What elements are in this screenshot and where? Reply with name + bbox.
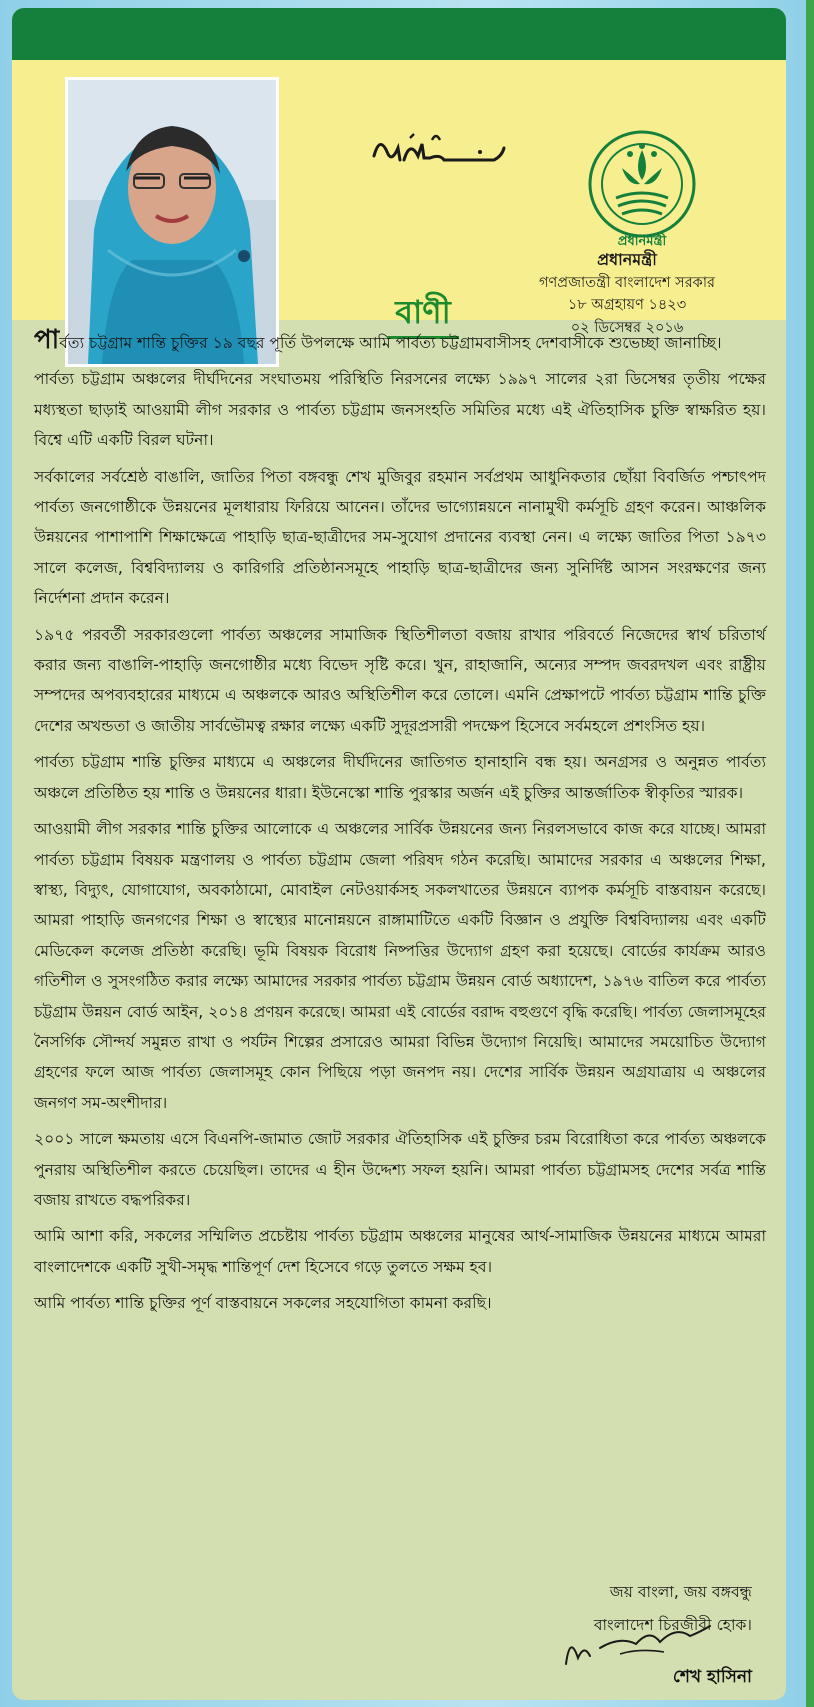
government-emblem: [586, 128, 698, 240]
header-panel: [12, 60, 786, 336]
paragraph-6: আওয়ামী লীগ সরকার শান্তি চুক্তির আলোকে এ অঞ্চলের সার্বিক উন্নয়নের জন্য নিরলসভাবে কাজ করে যাচ্ছে। আমরা পার্বত্য চট্টগ্রাম বিষয়ক মন্ত্রণালয় ও পার্বত্য চট্টগ্রাম জেলা পরিষদ গঠন করেছি। আমাদের সরকার এ অঞ্চলের শিক্ষা, স্বাস্থ্য, বিদ্যুৎ, যোগাযোগ, অবকাঠামো, মোবাইল নেটওয়ার্কসহ সকলখাতের উন্নয়নে ব্যাপক কর্মসূচি বাস্তবায়ন করেছে। আমরা পাহাড়ি জনগণের শিক্ষা ও স্বাস্থ্যের মানোন্নয়নে রাঙ্গামাটিতে একটি বিজ্ঞান ও প্রযুক্তি বিশ্ববিদ্যালয় এবং একটি মেডিকেল কলেজ প্রতিষ্ঠা করেছি। ভূমি বিষয়ক বিরোধ নিষ্পত্তির উদ্যোগ গ্রহণ করা হয়েছে। বোর্ডের কার্যক্রম আরও গতিশীল ও সুসংগঠিত করার লক্ষ্যে আমাদের সরকার পার্বত্য চট্টগ্রাম উন্নয়ন বোর্ড অধ্যাদেশ, ১৯৭৬ বাতিল করে পার্বত্য চট্টগ্রাম উন্নয়ন বোর্ড আইন, ২০১৪ প্রণয়ন করেছে। আমরা এই বোর্ডের বরাদ্দ বহুগুণে বৃদ্ধি করেছি। পার্বত্য জেলাসমূহের নৈসর্গিক সৌন্দর্য সমুন্নত রাখা ও পর্যটন শিল্পের প্রসারেও আমরা বিভিন্ন উদ্যোগ নিয়েছি। আমাদের সময়োচিত উদ্যোগ গ্রহণের ফলে আজ পার্বত্য জেলাসমূহ কোন পিছিয়ে পড়া জনপদ নয়। দেশের সার্বিক উন্নয়ন অগ্রযাত্রায় এ অঞ্চলের জনগণ সম-অংশীদার।: [34, 820, 766, 1112]
paragraph-8: আমি আশা করি, সকলের সম্মিলিত প্রচেষ্টায় পার্বত্য চট্টগ্রাম অঞ্চলের মানুষের আর্থ-সামাজিক উন্নয়নের মাধ্যমে আমরা বাংলাদেশকে একটি সুখী-সমৃদ্ধ শান্তিপূর্ণ দেশ হিসেবে গড়ে তুলতে সক্ষম হব।: [34, 1227, 766, 1276]
paragraph-5: পার্বত্য চট্টগ্রাম শান্তি চুক্তির মাধ্যমে এ অঞ্চলের দীর্ঘদিনের জাতিগত হানাহানি বন্ধ হয়। অনগ্রসর ও অনুন্নত পার্বত্য অঞ্চলে প্রতিষ্ঠিত হয় শান্তি ও উন্নয়নের ধারা। ইউনেস্কো শান্তি পুরস্কার অর্জন এই চুক্তির আন্তর্জাতিক স্বীকৃতির স্মারক।: [34, 753, 766, 802]
message-body: [34, 325, 767, 1325]
paragraph-9: আমি পার্বত্য শান্তি চুক্তির পূর্ণ বাস্তবায়নে সকলের সহযোগিতা কামনা করছি।: [34, 1294, 492, 1313]
right-border-rail: [806, 0, 814, 1707]
top-green-band: [12, 8, 786, 60]
prime-minister-photo: [68, 80, 276, 364]
office-title: প্রধানমন্ত্রী: [597, 250, 657, 269]
message-card: [12, 8, 786, 1700]
office-block: [482, 248, 772, 340]
date-gregorian: ০২ ডিসেম্বর ২০১৬: [570, 320, 684, 336]
bani-title: বাণী: [395, 293, 451, 331]
date-bangla: ১৮ অগ্রহায়ণ ১৪২৩: [567, 297, 687, 313]
paragraph-7: ২০০১ সালে ক্ষমতায় এসে বিএনপি-জামাত জোট সরকার ঐতিহাসিক এই চুক্তির চরম বিরোধিতা করে পার্বত্য অঞ্চলকে পুনরায় অস্থিতিশীল করতে চেয়েছিল। তাদের এ হীন উদ্দেশ্য সফল হয়নি। আমরা পার্বত্য চট্টগ্রামসহ দেশের সর্বত্র শান্তি বজায় রাখতে বদ্ধপরিকর।: [34, 1130, 766, 1209]
paragraph-1: [34, 325, 766, 358]
emblem-caption: প্রধানমন্ত্রী: [617, 234, 667, 249]
paragraph-3: সর্বকালের সর্বশ্রেষ্ঠ বাঙালি, জাতির পিতা বঙ্গবন্ধু শেখ মুজিবুর রহমান সর্বপ্রথম আধুনিকতার ছোঁয়া বিবর্জিত পশ্চাৎপদ পার্বত্য জনগোষ্ঠীকে উন্নয়নের মূলধারায় ফিরিয়ে আনেন। তাঁদের ভাগ্যোন্নয়নে নানামুখী কর্মসূচি গ্রহণ করেন। আঞ্চলিক উন্নয়নের পাশাপাশি শিক্ষাক্ষেত্রে পাহাড়ি ছাত্র-ছাত্রীদের সম-সুযোগ প্রদানের ব্যবস্থা নেন। এ লক্ষ্যে জাতির পিতা ১৯৭৩ সালে কলেজ, বিশ্ববিদ্যালয় ও কারিগরি প্রতিষ্ঠানসমূহে পাহাড়ি ছাত্র-ছাত্রীদের জন্য সুনির্দিষ্ট আসন সংরক্ষণের জন্য নির্দেশনা প্রদান করেন।: [34, 467, 767, 608]
closing-line-1: জয় বাংলা, জয় বঙ্গবন্ধু: [609, 1583, 752, 1601]
government-name: গণপ্রজাতন্ত্রী বাংলাদেশ সরকার: [538, 275, 715, 291]
paragraph-4: ১৯৭৫ পরবর্তী সরকারগুলো পার্বত্য অঞ্চলের সামাজিক স্থিতিশীলতা বজায় রাখার পরিবর্তে নিজেদের স্বার্থ চরিতার্থ করার জন্য বাঙালি-পাহাড়ি জনগোষ্ঠীর মধ্যে বিভেদ সৃষ্টি করে। খুন, রাহাজানি, অন্যের সম্পদ জবরদখল এবং রাষ্ট্রীয় সম্পদের অপব্যবহারের মাধ্যমে এ অঞ্চলকে আরও অস্থিতিশীল করে তোলে। এমনি প্রেক্ষাপটে পার্বত্য চট্টগ্রাম শান্তি চুক্তি দেশের অখন্ডতা ও জাতীয় সার্বভৌমত্ব রক্ষার লক্ষ্যে একটি সুদূরপ্রসারী পদক্ষেপ হিসেবে সর্বমহলে প্রশংসিত হয়।: [34, 625, 766, 735]
signer-name: শেখ হাসিনা: [672, 1667, 752, 1687]
closing-line-2: বাংলাদেশ চিরজীবী হোক।: [593, 1616, 752, 1634]
drop-cap: পা: [34, 325, 60, 355]
paragraph-1-text: র্বত্য চট্টগ্রাম শান্তি চুক্তির ১৯ বছর পূর্তি উপলক্ষে আমি পার্বত্য চট্টগ্রামবাসীসহ দেশবাসীকে শুভেচ্ছা জানাচ্ছি।: [59, 334, 722, 352]
paragraph-2: পার্বত্য চট্টগ্রাম অঞ্চলের দীর্ঘদিনের সংঘাতময় পরিস্থিতি নিরসনের লক্ষ্যে ১৯৯৭ সালের ২রা ডিসেম্বর তৃতীয় পক্ষের মধ্যস্থতা ছাড়াই আওয়ামী লীগ সরকার ও পার্বত্য চট্টগ্রাম জনসংহতি সমিতির মধ্যে এই ঐতিহাসিক চুক্তি স্বাক্ষরিত হয়। বিশ্বে এটি একটি বিরল ঘটনা।: [34, 370, 766, 450]
portrait-image: [68, 80, 276, 364]
bismillah-calligraphy: [370, 126, 510, 170]
